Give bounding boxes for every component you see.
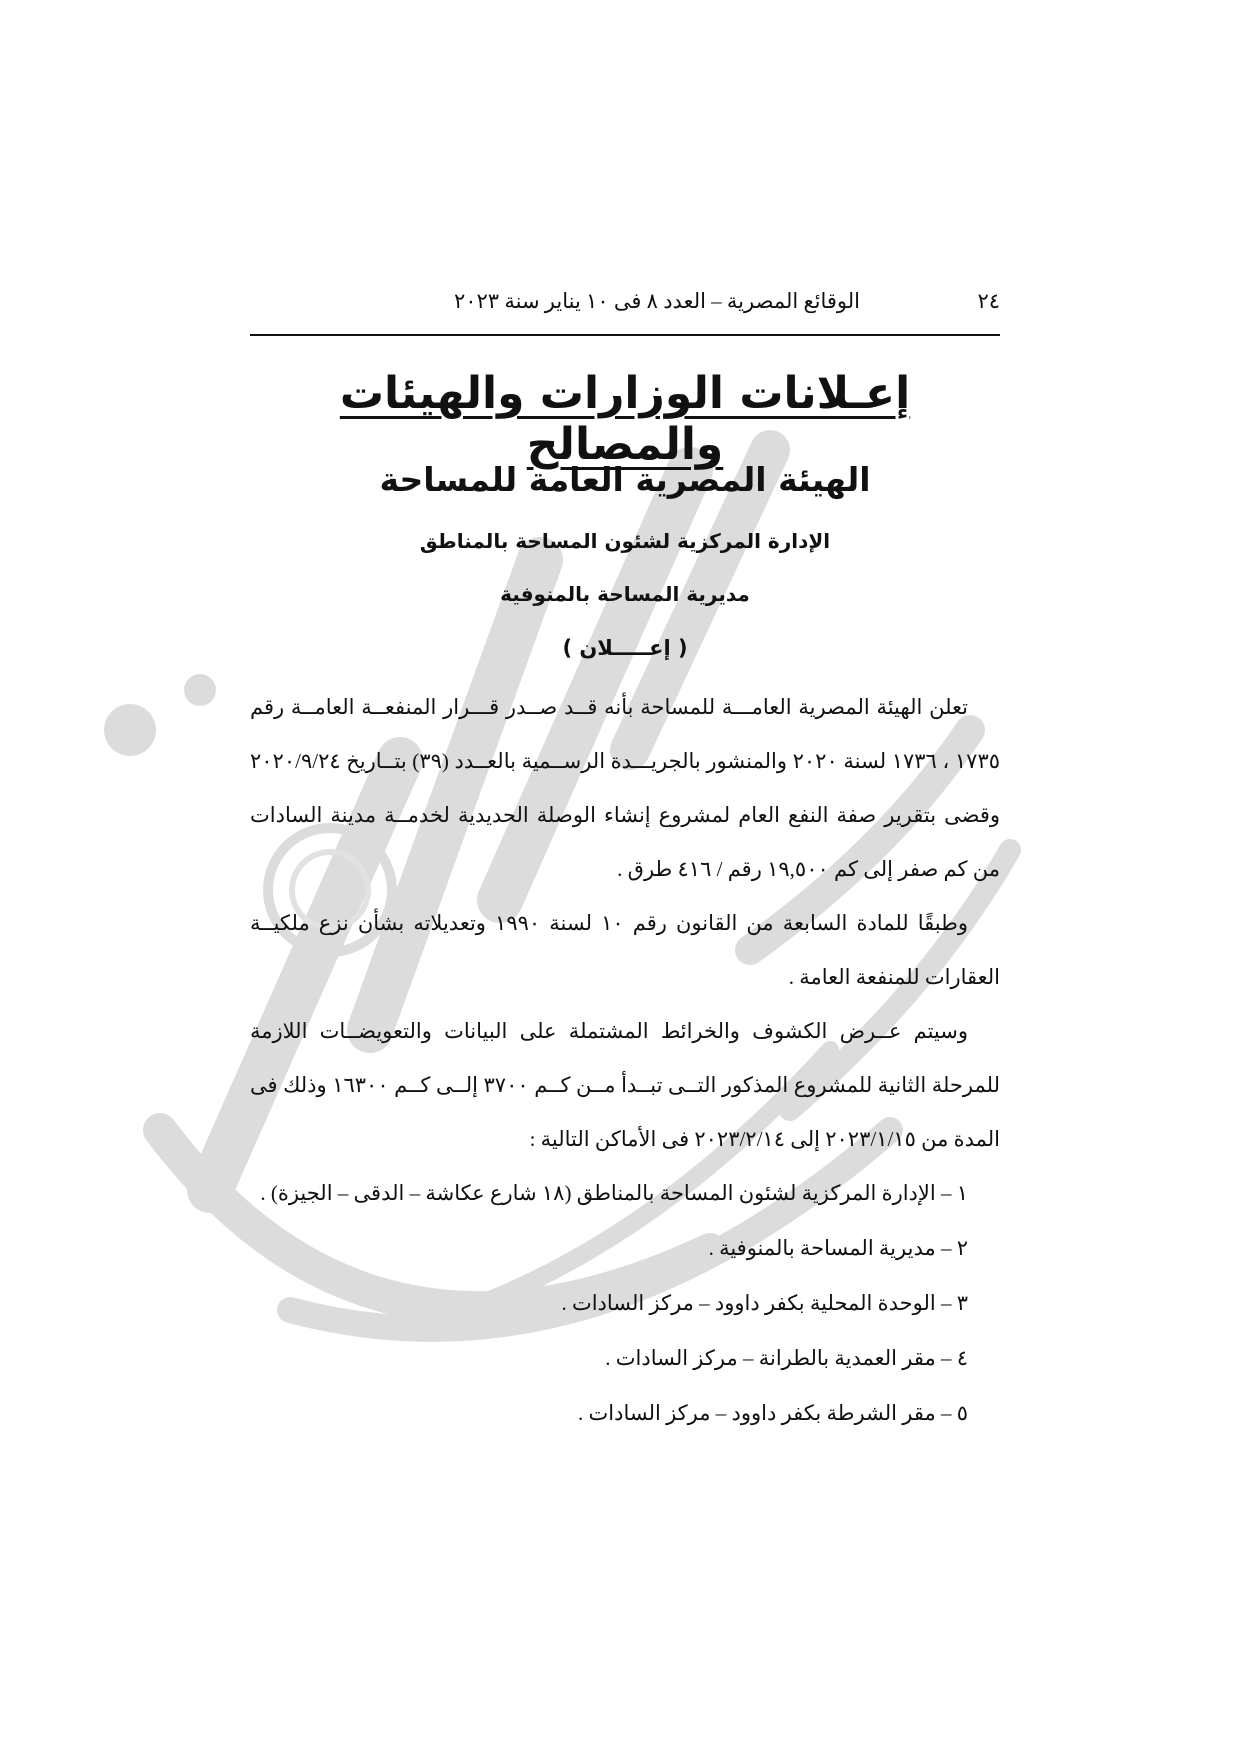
announcement-paragraph <box>250 680 1000 896</box>
document-page <box>250 0 1000 1754</box>
legal-basis-paragraph <box>250 896 1000 1004</box>
page-number: ٢٤ <box>977 289 1000 313</box>
paragraph-text: تعلن الهيئة المصرية العامـــة للمساحة بأنه قــد صــدر قـــرار المنفعــة العامــة رقم ١٧٣٥ ، ١٧٣٦ لسنة ٢٠٢٠ والمنشور بالجريـــدة الرســمية بالعــدد (٣٩) بتــاريخ ٢٠٢٠/٩/٢٤ وقضى بتقرير صفة النفع العام لمشروع إنشاء الوصلة الحديدية لخدمــة مدينة السادات من كم صفر إلى كم ١٩,٥٠٠ رقم / ٤١٦ طرق . <box>250 695 1001 881</box>
notice-label: ( إعـــــلان ) <box>562 636 688 660</box>
directorate-title: مديرية المساحة بالمنوفية <box>500 582 750 606</box>
authority-title: الهيئة المصرية العامة للمساحة <box>379 460 871 499</box>
paragraph-text: وسيتم عــرض الكشوف والخرائط المشتملة على البيانات والتعويضــات اللازمة للمرحلة الثانية للمشروع المذكور التــى تبــدأ مــن كــم ٣٧٠٠ إلــى كــم ١٦٣٠٠ وذلك فى المدة من ٢٠٢٣/١/١٥ إلى ٢٠٢٣/٢/١٤ فى الأماكن التالية : <box>250 1019 1000 1151</box>
list-item: ٥ – مقر الشرطة بكفر داوود – مركز السادات . <box>578 1401 968 1425</box>
list-item: ٣ – الوحدة المحلية بكفر داوود – مركز السادات . <box>561 1291 968 1315</box>
header-divider <box>250 334 1000 336</box>
display-schedule-paragraph <box>250 1004 1000 1166</box>
list-item: ١ – الإدارة المركزية لشئون المساحة بالمناطق (١٨ شارع عكاشة – الدقى – الجيزة) . <box>260 1181 968 1205</box>
department-title: الإدارة المركزية لشئون المساحة بالمناطق <box>419 529 831 553</box>
page-title: إعـلانات الوزارات والهيئات والمصالح <box>339 368 911 470</box>
paragraph-text: وطبقًا للمادة السابعة من القانون رقم ١٠ لسنة ١٩٩٠ وتعديلاته بشأن نزع ملكيــة العقارات للمنفعة العامة . <box>250 911 1000 989</box>
issue-line: الوقائع المصرية – العدد ٨ فى ١٠ يناير سنة ٢٠٢٣ <box>453 289 860 313</box>
list-item: ٢ – مديرية المساحة بالمنوفية . <box>708 1236 968 1260</box>
list-item: ٤ – مقر العمدية بالطرانة – مركز السادات . <box>605 1346 968 1370</box>
places-list <box>250 1166 1000 1441</box>
page-header <box>250 287 1000 323</box>
